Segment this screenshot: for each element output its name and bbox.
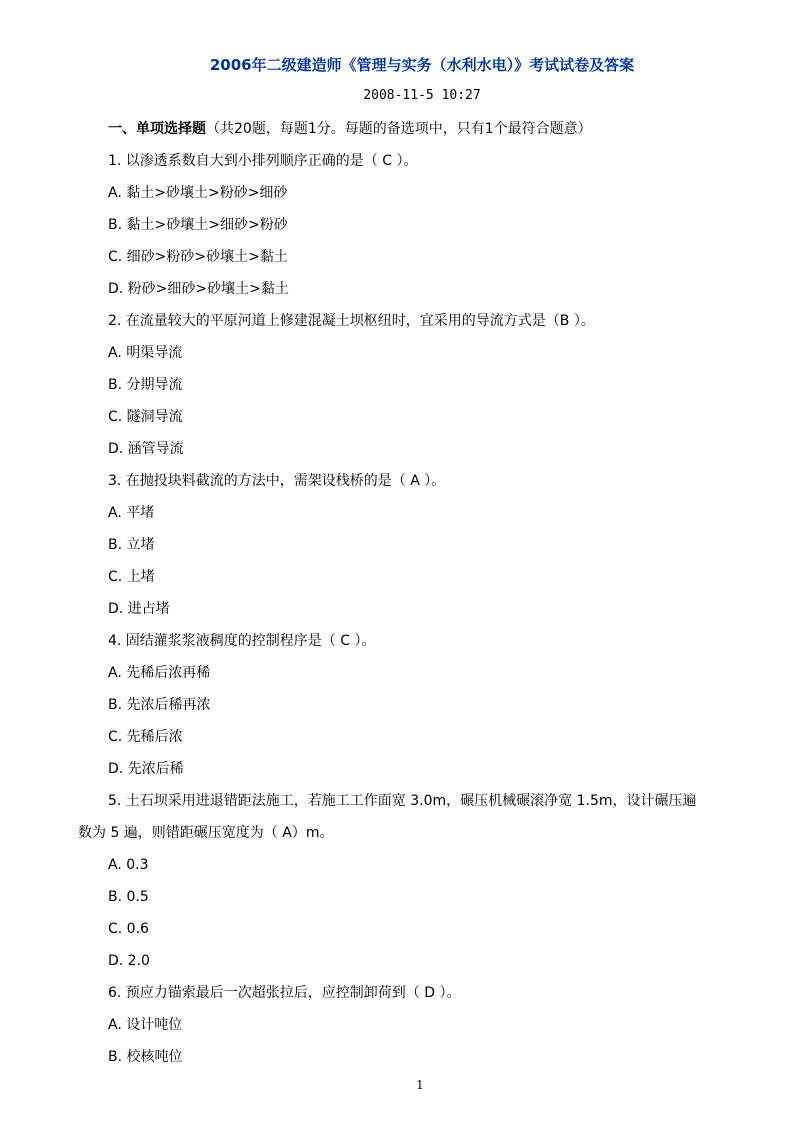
document-datetime: 2008-11-5 10:27	[363, 88, 481, 103]
question-6: 6. 预应力锚索最后一次超张拉后，应控制卸荷到（ D ）。	[108, 985, 461, 1001]
question-5-option-c: C. 0.6	[108, 921, 149, 937]
document-title: 2006年二级建造师《管理与实务（水利水电）》考试试卷及答案	[209, 56, 635, 74]
question-5-option-a: A. 0.3	[108, 857, 149, 873]
question-2-option-a: A. 明渠导流	[108, 345, 183, 361]
question-1-option-d: D. 粉砂>细砂>砂壤土>黏土	[108, 281, 289, 297]
section-heading-line	[108, 118, 592, 138]
question-4-option-a: A. 先稀后浓再稀	[108, 665, 211, 681]
question-2-option-c: C. 隧洞导流	[108, 409, 183, 425]
question-1: 1. 以渗透系数自大到小排列顺序正确的是（ C ）。	[108, 153, 418, 169]
question-4-option-d: D. 先浓后稀	[108, 761, 184, 777]
question-5: 5. 土石坝采用进退错距法施工，若施工工作面宽 3.0m，碾压机械碾滚净宽 1.5m，设计碾压遍	[108, 793, 697, 809]
question-4-option-b: B. 先浓后稀再浓	[108, 697, 211, 713]
question-3-option-d: D. 进占堵	[108, 601, 170, 617]
question-6-option-a: A. 设计吨位	[108, 1017, 183, 1033]
question-3: 3. 在抛投块料截流的方法中，需架设栈桥的是（ A ）。	[108, 473, 446, 489]
question-1-option-b: B. 黏土>砂壤土>细砂>粉砂	[108, 217, 288, 233]
question-5-option-b: B. 0.5	[108, 889, 149, 905]
question-5-option-d: D. 2.0	[108, 953, 150, 969]
question-2-option-d: D. 涵管导流	[108, 441, 184, 457]
question-5-continued: 数为 5 遍，则错距碾压宽度为（ A）m。	[78, 825, 334, 841]
question-2: 2. 在流量较大的平原河道上修建混凝土坝枢纽时，宜采用的导流方式是（B ）。	[108, 313, 595, 329]
question-2-option-b: B. 分期导流	[108, 377, 183, 393]
question-6-option-b: B. 校核吨位	[108, 1049, 183, 1065]
question-3-option-c: C. 上堵	[108, 569, 155, 585]
question-3-option-a: A. 平堵	[108, 505, 155, 521]
question-1-option-c: C. 细砂>粉砂>砂壤土>黏土	[108, 249, 288, 265]
question-4: 4. 固结灌浆浆液稠度的控制程序是（ C ）。	[108, 633, 376, 649]
page-number: 1	[416, 1078, 424, 1092]
section-note: （共20题，每题1分。每题的备选项中，只有1个最符合题意）	[206, 121, 592, 137]
question-1-option-a: A. 黏土>砂壤土>粉砂>细砂	[108, 185, 288, 201]
question-3-option-b: B. 立堵	[108, 537, 155, 553]
question-4-option-c: C. 先稀后浓	[108, 729, 183, 745]
section-heading: 一、单项选择题	[108, 121, 206, 137]
